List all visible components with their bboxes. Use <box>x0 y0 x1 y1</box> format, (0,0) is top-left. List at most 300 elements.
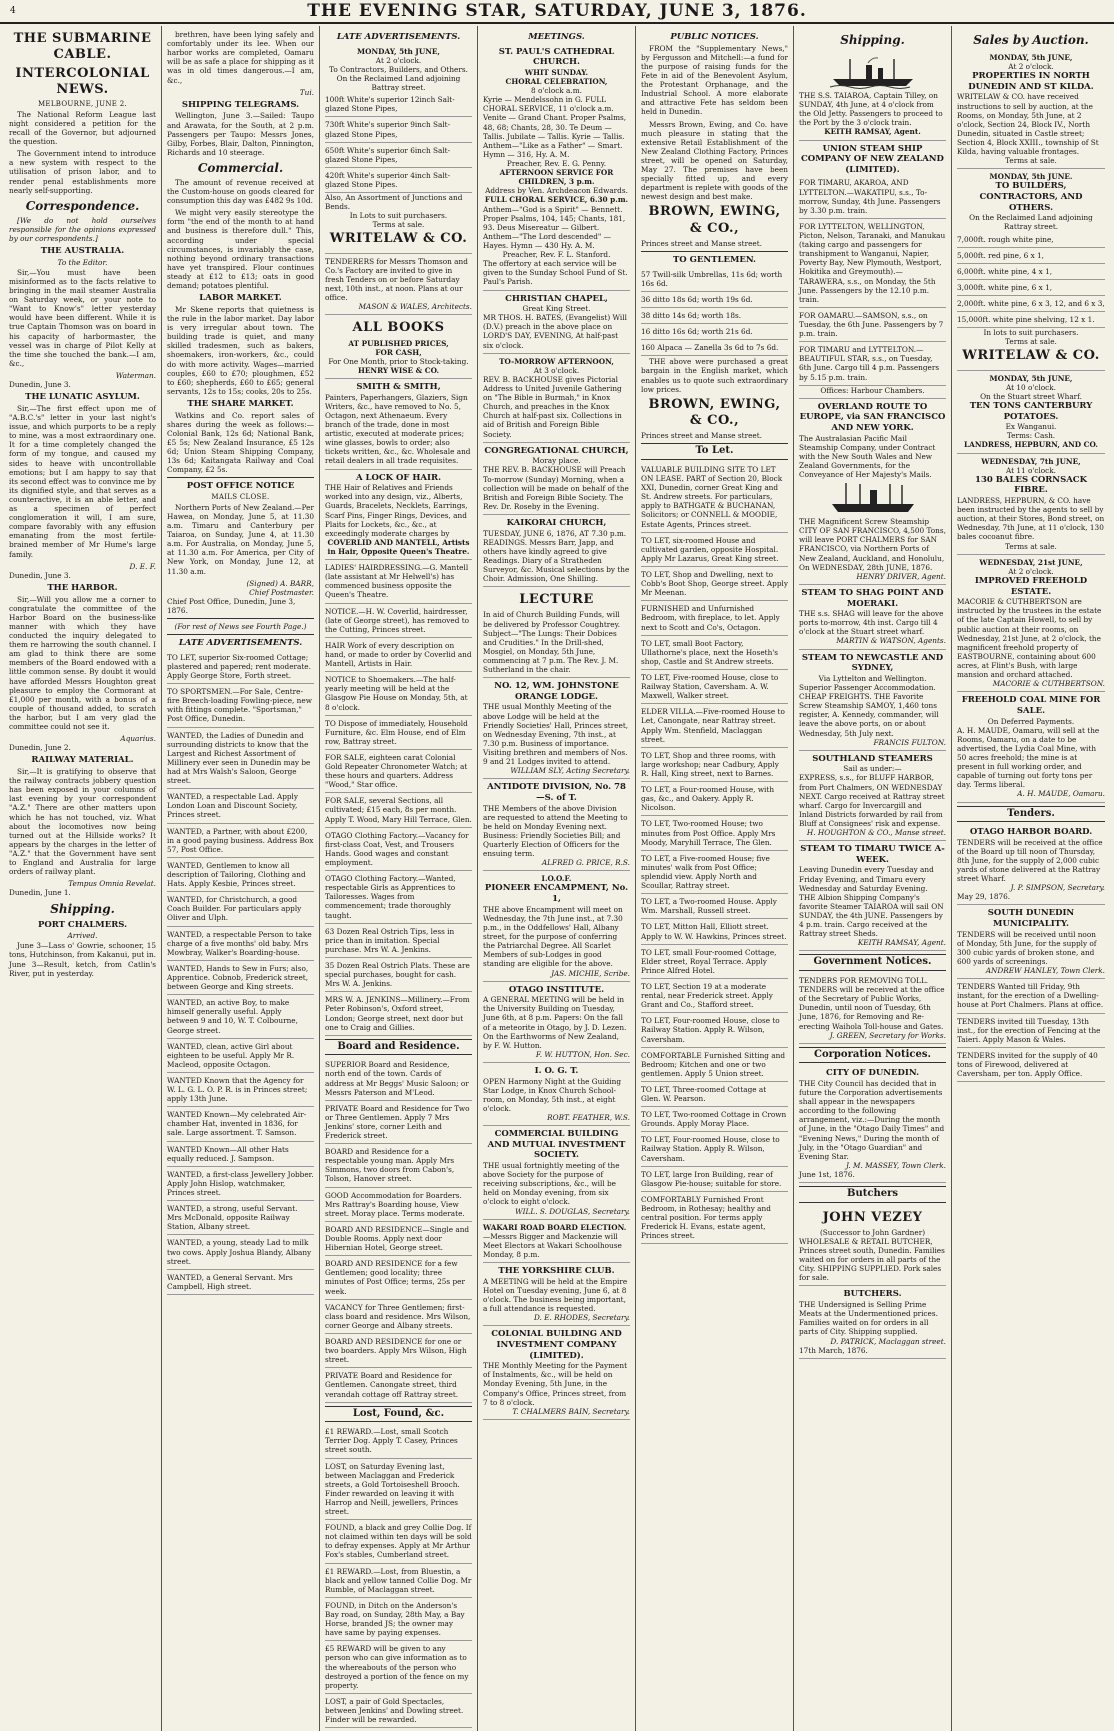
labor-market-heading: LABOR MARKET. <box>199 293 282 304</box>
vezey-heading: JOHN VEZEY <box>822 1209 923 1225</box>
books-heading: ALL BOOKS <box>352 320 445 336</box>
newcastle-ad <box>799 650 946 751</box>
union-office: Offices: Harbour Chambers. <box>820 385 925 395</box>
congregational-text: THE REV. B. BACKHOUSE will Preach To-morrow (Sunday) Morning, when a collection will be made on behalf of the British and Foreign Bible Society. The Rev. Dr. Roseby in the Evening. <box>483 465 629 511</box>
to-let-ad: TO LET, Two-roomed House; two minutes from Post Office. Apply Mrs Moody, Maryhill Terrace, The Glen. <box>641 816 788 850</box>
newcastle-heading: STEAM TO NEWCASTLE AND SYDNEY, <box>801 652 944 674</box>
shipping-arrived: Arrived. <box>67 931 98 941</box>
commercial-heading: Commercial. <box>197 160 284 175</box>
letter-signature: Tui. <box>299 87 314 97</box>
column-1 <box>4 26 162 1731</box>
taiaroa-text: THE S.S. TAIAROA, Captain Tilley, on SUNDAY, 4th June, at 4 o'clock from the Old Jetty. Passengers to proceed to the Port by the 3 o'clock train. <box>799 91 943 128</box>
city-notice <box>799 1065 946 1183</box>
board-residence-heading: Board and Residence. <box>325 1039 472 1056</box>
south-heading: SOUTH DUNEDIN MUNICIPALITY. <box>987 908 1075 930</box>
lost-found-ad: FOUND, in Ditch on the Anderson's Bay road, on Sunday, 28th May, a Bay Horse, branded JS; the owner may have same by paying expenses. <box>325 1598 472 1641</box>
church-sub: WHIT SUNDAY. <box>524 67 589 77</box>
commercial-society-ad <box>483 1126 630 1220</box>
government-signature: J. GREEN, Secretary for Works. <box>829 1030 946 1040</box>
pipe-item: 420ft White's superior 4inch Salt-glazed Stone Pipes. <box>325 168 472 193</box>
to-let-ad: TO LET, a Five-roomed House; five minutes' walk from Post Office; splendid view. Apply North and Scoullar, Rattray street. <box>641 851 788 894</box>
auction-location: On the Reclaimed Land adjoining Rattray street. <box>969 213 1093 232</box>
timber-item: 7,000ft. rough white pine, <box>957 232 1105 248</box>
auction-also: Also, An Assortment of Junctions and Bends. <box>325 193 463 212</box>
afternoon-text: Address by Ven. Archdeacon Edwards. <box>485 186 628 196</box>
shipping-heading: Shipping. <box>50 901 115 916</box>
auction-time: At 2 o'clock. <box>375 55 422 65</box>
shipping-port: PORT CHALMERS. <box>37 919 128 930</box>
hair-ad <box>325 470 472 561</box>
estate-auction-ad <box>957 555 1105 693</box>
christian-chapel-ad <box>483 291 630 354</box>
correspondence-heading: Correspondence. <box>25 198 140 213</box>
umbrella-item: 57 Twill-silk Umbrellas, 11s 6d; worth 16s 6d. <box>641 267 788 292</box>
vezey-ad <box>799 1205 946 1287</box>
to-gentlemen-heading: TO GENTLEMEN. <box>672 255 757 266</box>
auction-lots: In lots to suit purchasers. <box>983 328 1079 338</box>
timaru-heading: STEAM TO TIMARU TWICE A-WEEK. <box>800 844 945 865</box>
shag-text: THE s.s. SHAG will leave for the above ports to-morrow, 4th inst. Cargo till 4 o'clock at the Stuart street wharf. <box>799 609 944 637</box>
orange-lodge-ad <box>483 678 630 779</box>
taiaroa-ad <box>799 50 946 141</box>
congregational-heading: CONGREGATIONAL CHURCH, <box>484 445 629 456</box>
church-preacher: Preacher, Rev. E. G. Penny. <box>506 158 607 168</box>
auction-time: At 10 o'clock. <box>1005 382 1057 392</box>
classified-ad: TO Dispose of immediately, Household Furniture, &c. Elm House, end of Elm row, Battray street. <box>325 716 472 750</box>
letter-signature: D. E. F. <box>129 561 156 571</box>
classified-ad: TO LET, superior Six-roomed Cottage; plastered and papered; rent moderate. Apply George Store, Forth street. <box>167 650 314 684</box>
yorkshire-signature: D. E. RHODES, Secretary. <box>533 1313 630 1323</box>
shipping-text: June 3—Lass o' Gowrie, schooner, 15 tons, Hutchinson, from Kakanui, put in. June 3—Result, ketch, from Catlin's River, put in yesterday. <box>9 941 156 978</box>
wakari-text: —Messrs Bigger and Mackenzie will Meet Electors at Wakari Schoolhouse Monday, 8 p.m. <box>483 1231 622 1260</box>
auction-date: MONDAY, 5th JUNE, <box>357 46 440 56</box>
classified-ad: WANTED, a respectable Person to take charge of a five months' old baby. Mrs Mowbray, Walker's Boarding-house. <box>167 927 314 961</box>
timber-item: 15,000ft. white pine shelving, 12 x 1. <box>957 312 1105 328</box>
antidote-signature: ALFRED G. PRICE, R.S. <box>541 858 630 868</box>
brown-ewing-heading: BROWN, EWING, & CO., <box>648 204 781 236</box>
smith-heading: SMITH & SMITH, <box>356 382 441 393</box>
shag-signature: MARTIN & WATSON, Agents. <box>836 636 946 646</box>
timber-item: 6,000ft. white pine, 4 x 1, <box>957 264 1105 280</box>
board-ad: BOARD AND RESIDENCE for a few Gentlemen; good locality; three minutes of Post Office; terms, 25s per week. <box>325 1256 472 1299</box>
hair-text: THE Hair of Relatives and Friends worked into any design, viz., Alberts, Guards, Bracelets, Necklets, Earrings, Scarf Pins, Finger Rings, Devices, and Plaits for Lockets, &c., &c., at exceedingly moderate charges by <box>325 483 468 538</box>
government-notice <box>799 973 946 1044</box>
pioneer-text: THE above Encampment will meet on Wednesday, the 7th June inst., at 7.30 p.m., in the Oddfellows' Hall, Albany street, for the purpose of conferring the Patriarchal Degree. All Scarlet Members of sub-Lodges in good standing are eligible for the above. <box>483 904 623 969</box>
lecture-heading: LECTURE <box>519 592 594 608</box>
labor-market-text: Mr Skene reports that quietness is the rule in the labor market. Day labor is very irregular about town. The building trade is quiet, and many skilled tradesmen, such as bakers, shoemakers, iron-workers, &c., could do with more activity. Wages—married couples, £60 to £70; ploughmen, £52 to £60; shepherds, £60 to £65; general servants, 12s to 15s; cooks, 20s to 25s. <box>167 304 314 396</box>
misc-tenders-list <box>957 979 1105 1082</box>
hair-heading: A LOCK OF HAIR. <box>355 472 442 483</box>
union-sailings-list <box>799 175 946 385</box>
institute-heading: OTAGO INSTITUTE. <box>508 984 605 995</box>
tenders-heading: Tenders. <box>957 806 1105 823</box>
letter-date: Dunedin, June 1. <box>9 888 71 898</box>
post-office-text: Northern Ports of New Zealand.—Per Hawea, on Monday, June 5, at 11.30 a.m. Timaru and Canterbury per Taiaroa, on Sunday, June 4, at 11.30 a.m. For Australia, on Monday, June 5, at 11.30 a.m. For America, per City of New York, on Monday, June 12, at 11.30 a.m. <box>167 502 314 576</box>
umbrella-item: 16 ditto 16s 6d; worth 21s 6d. <box>641 324 788 340</box>
orange-text: THE usual Monthly Meeting of the above Lodge will be held at the Friendly Societies' Hall, Princes street, on Wednesday Evening, 7th inst., at 7.30 p.m. Business of importance. Visiting brethren and members of Nos. 9 and 21 Lodges invited to attend. <box>483 702 629 767</box>
harbor-signature: J. P. SIMPSON, Secretary. <box>1010 883 1105 893</box>
letter-continuation: brethren, have been lying safely and comfortably under its lee. When our harbor works are completed, Oamaru will be as safe a place for shipping as it was in old times dangerous.—I am, &c., <box>167 30 314 85</box>
auction-ship: Ex Wanganui. <box>1005 422 1057 432</box>
board-ad: BOARD AND RESIDENCE for one or two boarders. Apply Mrs Wilson, High street. <box>325 1334 472 1368</box>
lost-found-ad: £1 REWARD.—Lost, small Scotch Terrier Dog. Apply T. Casey, Princes street south. <box>325 1424 472 1458</box>
hair-signature: COVERLID AND MANTELL, Artists in Hair, Opposite Queen's Theatre. <box>327 537 470 556</box>
wakari-heading: WAKARI ROAD BOARD ELECTION. <box>483 1222 627 1232</box>
commercial-society-signature: WILL. S. DOUGLAS, Secretary. <box>515 1206 630 1216</box>
to-let-ad: VALUABLE BUILDING SITE TO LET ON LEASE. PART of Section 20, Block XXI, Dunedin, corner Great King and St. Andrew streets. For particulars, apply to BATHGATE & BUCHANAN, Solicitors; or CONNELL & MOODIE, Estate Agents, Princes street. <box>641 462 788 533</box>
southland-signature: H. HOUGHTON & CO., Manse street. <box>806 828 946 838</box>
wakari-ad <box>483 1220 630 1263</box>
city-heading: CITY OF DUNEDIN. <box>825 1068 920 1079</box>
to-let-ad: COMFORTABLY Furnished Front Bedroom, in Rothesay; healthy and central position. For terms apply Frederick H. Evans, estate agent, Princes street. <box>641 1192 788 1245</box>
classified-ad: WANTED, Gentlemen to know all description of Tailoring, Clothing and Hats. Apply Kesbie, Princes street. <box>167 858 314 892</box>
books-prices: AT PUBLISHED PRICES, <box>348 338 449 348</box>
timber-item: 5,000ft. red pine, 6 x 1, <box>957 248 1105 264</box>
butchers-date: 17th March, 1876. <box>799 1345 868 1355</box>
classified-ad: WANTED, a respectable Lad. Apply London Loan and Discount Society, Princes street. <box>167 789 314 823</box>
lecture-text: In aid of Church Building Funds, will be delivered by Professor Coughtrey. Subject—"The Lungs: Their Dobices and Crudities." In the Drill-shed, Mosgiel, on Monday, 5th June, commencing at 7 p.m. The Rev. J. M. Sutherland in the chair. <box>483 610 621 675</box>
backhouse-ad <box>483 354 630 443</box>
sailing-item: FOR TIMARU, AKAROA, AND LYTTELTON.—WAKATIPU, s.s., To-morrow, Sunday, 4th June. Passengers by 3.30 p.m. train. <box>799 175 946 218</box>
colonial-text: THE Monthly Meeting for the Payment of Instalments, &c., will be held on Monday Evening, 5th June, in the Company's Office, Princes street, from 7 to 8 o'clock. <box>483 1361 628 1407</box>
brown-ewing-heading: BROWN, EWING, & CO., <box>648 396 781 429</box>
umbrella-note: THE above were purchased a great bargain in the English market, which enables us to quote such extraordinary low prices. <box>641 357 788 394</box>
lost-found-ad: £5 REWARD will be given to any person who can give information as to the whereabouts of the person who destroyed a portion of the fence on my property. <box>325 1641 472 1694</box>
sailing-item: FOR LYTTELTON, WELLINGTON, Picton, Nelson, Taranaki, and Manukau (taking cargo and passengers for transhipment to Wanganui, Napier, Poverty Bay, New Plymouth, Westport, Hokitika and Greymouth).—TARAWERA, s.s., on Monday, the 5th June. Passengers by the 12.10 p.m. train. <box>799 219 946 308</box>
backhouse-text: REV. B. BACKHOUSE gives Pictorial Address to United Juvenile Gathering on "The Bible in Burmah," in Knox Church, and preaches in the Knox Church at half-past six. Collections in aid of British and Foreign Bible Society. <box>483 374 622 439</box>
to-let-ad: TO LET, small Four-roomed Cottage, Elder street, Royal Terrace. Apply Prince Alfred Hotel. <box>641 945 788 979</box>
board-ad: BOARD and Residence for a respectable young man. Apply Mrs Simmons, two doors from Cabon's, Tolson, Hanover street. <box>325 1144 472 1187</box>
public-notices-heading: PUBLIC NOTICES. <box>670 32 759 42</box>
telegrams-heading: SHIPPING TELEGRAMS. <box>181 99 300 110</box>
auction-audience: To Contractors, Builders, and Others. <box>329 64 468 74</box>
orange-signature: WILLIAM SLY, Acting Secretary. <box>510 766 630 776</box>
overland-heading: OVERLAND ROUTE TO EUROPE, via SAN FRANCISCO AND NEW YORK. <box>799 401 946 433</box>
page-number: 4 <box>10 6 16 16</box>
overland-text: The Australasian Pacific Mail Steamship Company, under Contract with the New South Wales and New Zealand Governments, for the Conveyance of Her Majesty's Mails. <box>799 433 936 480</box>
lost-found-ad: FOUND, a black and grey Collie Dog. If not claimed within ten days will be sold to defray expenses. Apply at Mr Arthur Fox's stables, Cumberland street. <box>325 1520 472 1563</box>
commercial-paragraph: The amount of revenue received at the Custom-house on goods cleared for consumption this day was £482 9s 10d. <box>167 177 314 206</box>
umbrella-price-list <box>641 267 788 357</box>
tender-ad: TENDERS Wanted till Friday, 9th instant, for the erection of a Dwelling-house at Port Chalmers. Plans at office. <box>957 979 1105 1013</box>
yorkshire-ad <box>483 1263 630 1326</box>
auction-title: FREEHOLD COAL MINE FOR SALE. <box>961 695 1101 716</box>
to-let-ad: TO LET, Shop and three rooms, with large workshop; near Cadbury, Apply R. Hall, King street, next to Barnes. <box>641 748 788 782</box>
institute-text: A GENERAL MEETING will be held in the University Building on Tuesday, June 6th, at 8 p.m. Papers: On the fall of a meteorite in Otago, by J. D. Lezen. On the Earthworms of New Zealand, by F. W. Hutton. <box>483 995 627 1050</box>
lecture-ad <box>483 587 630 678</box>
rest-of-news-note: (For rest of News see Fourth Page.) <box>174 622 307 632</box>
southland-text: EXPRESS, s.s., for BLUFF HARBOR, from Port Chalmers, ON WEDNESDAY NEXT. Cargo received at Rattray street wharf. Cargo for Invercargill and Inland Districts forwarded by rail from Bluff at Consignees' risk and expense. <box>799 773 945 828</box>
news-paragraph: The Government intend to introduce a new system with respect to the utilisation of prison labor, and to render penal establishments more nearly self-supporting. <box>9 149 156 195</box>
letter-to-editor: To the Editor. <box>57 257 108 267</box>
board-ad: GOOD Accommodation for Boarders. Mrs Rattray's Boarding house, View street. Moray place. Terms moderate. <box>325 1188 472 1222</box>
to-let-ad: TO LET, a Four-roomed House, with gas, &c., and Oakery. Apply R. Nicolson. <box>641 782 788 816</box>
southland-sub: Sail as under:— <box>843 764 902 774</box>
mails-close: MAILS CLOSE. <box>211 492 270 501</box>
letter-date: Dunedin, June 3. <box>9 570 71 580</box>
classified-ad: OTAGO Clothing Factory.—Wanted, respectable Girls as Apprentices to Tailoresses. Wages from commencement; trade thoroughly taught. <box>325 871 472 924</box>
classified-ad: TO SPORTSMEN.—For Sale, Centre-fire Breech-loading Fowling-piece, new with fittings complete. "Sportsman," Post Office, Dunedin. <box>167 684 314 727</box>
letter-title: THE AUSTRALIA. <box>40 246 125 257</box>
overland-signature: HENRY DRIVER, Agent. <box>856 571 946 581</box>
shipping-heading: Shipping. <box>840 33 905 47</box>
afternoon-heading: AFTERNOON SERVICE FOR CHILDREN, 3 p.m. <box>499 168 614 187</box>
auction-date: MONDAY, 5th JUNE. <box>989 172 1073 182</box>
yorkshire-heading: THE YORKSHIRE CLUB. <box>498 1266 615 1277</box>
auction-terms: Terms at sale. <box>1005 156 1057 166</box>
classified-ad: WANTED, the Ladies of Dunedin and surrounding districts to know that the Largest and Richest Assortment of Millinery ever seen in Dunedin may be had at Mrs Walsh's Saloon, George street. <box>167 728 314 790</box>
lost-found-ad: LOST, on Saturday Evening last, between Maclaggan and Frederick streets, a Gold Tortoiseshell Brooch. Finder rewarded on leaving it with Harrop and Neill, jewellers, Princes street. <box>325 1459 472 1521</box>
newcastle-text: Superior Passenger Accommodation. CHEAP FREIGHTS. THE Favorite Screw Steamship SAMOY, 1,460 tons register, A. Kennedy, commander, will leave the above ports, on or about Wednesday, 5th July next. <box>799 682 939 738</box>
iogt-signature: ROBT. FEATHER, W.S. <box>547 1113 630 1123</box>
lost-found-heading: Lost, Found, &c. <box>325 1406 472 1423</box>
auction-text: A. H. MAUDE, Oamaru, will sell at the Rooms, Oamaru, on a date to be advertised, the Lydia Coal Mine, with 50 acres freehold; the mine is at present in full working order, and capable of turning out forty tons per day. Terms liberal. <box>957 725 1100 790</box>
to-let-ad: TO LET, Section 19 at a moderate rental, near Frederick street. Apply Grant and Co., Stafford street. <box>641 979 788 1013</box>
overland-ship: THE Magnificent Screw Steamship CITY OF SAN FRANCISCO, 4,500 Tons, will leave PORT CHALMERS for SAN FRANCISCO, via Northern Ports of New Zealand, Auckland, and Honolulu, On WEDNESDAY, 28th JUNE, 1876. <box>799 517 946 572</box>
colonial-signature: T. CHALMERS BAIN, Secretary. <box>512 1406 630 1416</box>
church-choral: CHORAL CELEBRATION, <box>505 76 608 86</box>
submarine-cable-heading: THE SUBMARINE CABLE. <box>13 31 152 63</box>
antidote-text: THE Members of the above Division are requested to attend the Meeting to be held on Monday Evening next. Business: Friendly Societies Bill; and Quarterly Election of Officers for the ensuing term. <box>483 803 628 859</box>
union-heading: UNION STEAM SHIP COMPANY OF NEW ZEALAND (LIMITED). <box>801 143 944 175</box>
column-2 <box>162 26 320 1731</box>
classified-ad: WANTED, a young, steady Lad to milk two cows. Apply Joshua Blandy, Albany street. <box>167 1235 314 1269</box>
auction-terms: Terms at sale. <box>1005 541 1057 551</box>
harbor-date: May 29, 1876. <box>957 892 1011 902</box>
church-services: Kyrie — Mendelssohn in G. FULL CHORAL SERVICE, 11 o'clock a.m. Venite — Grand Chant. Proper Psalms, 48, 68; Chants, 28, 30. Te Deum — Tallis. Jubilate — Tallis. Kyrie — Tallis. Anthem—"Like as a Father" — Smart. Hymn — 316, Hy. A. M. <box>483 95 627 159</box>
southland-heading: SOUTHLAND STEAMERS <box>812 753 933 764</box>
auction-location: On the Reclaimed Land adjoining Battray street. <box>336 73 461 93</box>
overland-ad <box>799 399 946 585</box>
board-ad: BOARD AND RESIDENCE—Single and Double Rooms. Apply next door Hibernian Hotel, George street. <box>325 1222 472 1256</box>
evening-heading: FULL CHORAL SERVICE, 6.30 p.m. <box>484 195 629 205</box>
yorkshire-text: A MEETING will be held at the Empire Hotel on Tuesday evening, June 6, at 8 o'clock. The business being important, a full attendance is requested. <box>483 1276 628 1314</box>
sailing-item: FOR TIMARU and LYTTELTON.—BEAUTIFUL STAR, s.s., on Tuesday, 6th June. Cargo till 4 p.m. Passengers by 5.15 p.m. train. <box>799 342 946 385</box>
harbor-board-ad <box>957 824 1105 905</box>
agent-name: KEITH RAMSAY, Agent. <box>824 127 921 137</box>
board-ad: PRIVATE Board and Residence for Two or Three Gentlemen. Apply 7 Mrs Jenkins' store, corner Leith and Frederick street. <box>325 1101 472 1144</box>
commercial-society-text: THE usual fortnightly meeting of the above Society for the purpose of receiving subscriptions, &c., will be held on Monday evening, from six o'clock to eight o'clock. <box>483 1161 620 1207</box>
commercial-society-heading: COMMERCIAL BUILDING AND MUTUAL INVESTMENT SOCIETY. <box>487 1129 626 1161</box>
correspondence-note: [We do not hold ourselves responsible for the opinions expressed by our correspondents.] <box>9 215 156 243</box>
books-signature: HENRY WISE & CO. <box>357 365 440 375</box>
corporation-notices-heading: Corporation Notices. <box>799 1047 946 1064</box>
classified-ad: WANTED, an active Boy, to make himself generally useful. Apply between 9 and 10, W. T. Colbourne, George street. <box>167 995 314 1038</box>
commercial-paragraph: We might very easily stereotype the form "the end of the month to at hand and business is therefore dull." This, according under special circumstances, is invariably the case, nothing beyond ordinary transactions have yet transpired. Flour continues steady at £12 to £13; oats in good demand; potatoes plentiful. <box>167 208 314 291</box>
post-date: Chief Post Office, Dunedin, June 3, 1876. <box>167 596 296 615</box>
classified-ad: HAIR Work of every description on hand, or made to order by Coverlid and Mantell, Artists in Hair. <box>325 638 472 672</box>
pipe-item: 730ft White's superior 9inch Salt-glazed Stone Pipes, <box>325 117 472 142</box>
dateline: MELBOURNE, JUNE 2. <box>37 100 128 108</box>
to-let-ad: TO LET, Two-roomed Cottage in Crown Grounds. Apply Moray Place. <box>641 1107 788 1132</box>
umbrella-item: 160 Alpaca — Zanella 3s 6d to 7s 6d. <box>641 340 788 356</box>
public-notice-text: FROM the "Supplementary News," by Fergusson and Mitchell:—a fund for the purpose of raising funds for the Fete in aid of the Benevolent Asylum, the Protestant Orphanage, and the Industrial School. A more elaborate and attractive Fete has seldom been held in Dunedin. <box>641 43 788 117</box>
to-let-ad: TO LET, Shop and Dwelling, next to Cobb's Boot Shop, George street. Apply Mr Meenan. <box>641 567 788 601</box>
antidote-ad <box>483 779 630 871</box>
tender-text: TENDERERS for Messrs Thomson and Co.'s Factory are invited to give in fresh Tenders on or before Saturday next, 10th inst., at noon. Plans at our office. <box>325 256 468 303</box>
letter-signature: Waterman. <box>115 371 156 380</box>
auctioneer-name: WRITELAW & CO. <box>329 231 468 247</box>
south-text: TENDERS will be received until noon of Monday, 5th June, for the supply of 300 cubic yards of broken stone, and 600 yards of screenings. <box>957 929 1097 966</box>
classified-ad: NOTICE to Shoemakers.—The half-yearly meeting will be held at the Glasgow Pie House on Monday, 5th, at 8 o'clock. <box>325 672 472 715</box>
government-notices-heading: Government Notices. <box>799 954 946 971</box>
classified-ad: WANTED Known that the Agency for W. L. G. L. O. P. R. is in Princes street; apply 13th June. <box>167 1073 314 1107</box>
brown-ewing-address: Princes street and Manse street. <box>641 431 762 441</box>
st-pauls-ad <box>483 44 630 291</box>
letter-date: Dunedin, June 2. <box>9 743 71 753</box>
colonial-building-ad <box>483 1326 630 1420</box>
auction-date: WEDNESDAY, 7th JUNE, <box>981 456 1081 466</box>
to-let-ad: TO LET, Four-roomed House, close to Railway Station. Apply R. Wilson, Caversham. <box>641 1132 788 1166</box>
umbrella-item: 38 ditto 14s 6d; worth 18s. <box>641 308 788 324</box>
pioneer-ad <box>483 871 630 981</box>
telegrams-text: Wellington, June 3.—Sailed: Taupo and Arawata, for the South, at 2 p.m. Passengers per Taupo: Messrs Jones, Gilby, Forbes, Blair, Dalton, Pinnington, Richards and 10 steerage. <box>167 111 314 157</box>
column-6 <box>794 26 952 1731</box>
column-3 <box>320 26 478 1731</box>
news-paragraph: The National Reform League last night considered a petition for the recall of the Governor, but adjourned the question. <box>9 109 156 147</box>
books-cash: FOR CASH, <box>375 347 422 357</box>
to-let-ad: FURNISHED and Unfurnished Bedroom, with fireplace, to let. Apply next to Scott and Co's, Octagon. <box>641 601 788 635</box>
letter-body: Sir,—Will you allow me a corner to congratulate the committee of the Harbor Board on the business-like manner with which they have conducted the inquiry delegated to them re harrowing the south channel. I am glad to think there are some members of the Board endowed with a little common sense. By doubt it would have afforded Messrs Houghton great pleasure to employ the Cormorant at £1,000 per month, with a bonus of a couple of thousand added, to scratch the harbor, but I am very glad the committee could not see it. <box>9 594 156 732</box>
timber-item: 3,000ft. white pine, 6 x 1, <box>957 280 1105 296</box>
timaru-ad <box>799 841 946 951</box>
to-let-ads-list <box>641 462 788 1245</box>
auction-sub: On Deferred Payments. <box>987 716 1075 726</box>
pioneer-signature: JAS. MICHIE, Scribe. <box>551 968 630 978</box>
butchers-heading-2: BUTCHERS. <box>843 1289 902 1300</box>
classified-ad: LADIES' HAIRDRESSING.—G. Mantell (late assistant at Mr Helwell's) has commenced business opposite the Queen's Theatre. <box>325 560 472 603</box>
late-ads-list <box>167 650 314 1295</box>
south-signature: ANDREW HANLEY, Town Clerk. <box>985 966 1105 976</box>
shag-ad <box>799 585 946 650</box>
to-let-ad: TO LET, a Two-roomed House. Apply Wm. Marshall, Russell street. <box>641 894 788 919</box>
chapel-sub: Great King Street. <box>522 304 591 314</box>
letter-title: RAILWAY MATERIAL. <box>31 755 134 766</box>
sailing-item: FOR OAMARU.—SAMSON, s.s., on Tuesday, the 6th June. Passengers by 7 p.m. train. <box>799 308 946 342</box>
auction-text: LANDRESS, HEPBURN, & CO. have been instructed by the agents to sell by auction, at their Stores, Bond street, on Wednesday, 7th June, at 11 o'clock, 130 bales cocoanut fibre. <box>957 496 1105 542</box>
auction-time: At 2 o'clock. <box>1008 566 1054 576</box>
chapel-heading: CHRISTIAN CHAPEL, <box>505 293 608 304</box>
classified-ad: WANTED, Hands to Sew in Furs; also, Apprentice. Cobnob, Frederick street, between George and King streets. <box>167 961 314 995</box>
newcastle-signature: FRANCIS FULTON. <box>873 737 946 747</box>
letter-signature: Aquarius. <box>120 734 156 744</box>
letter-title: THE LUNATIC ASYLUM. <box>25 392 140 403</box>
classified-ad: WANTED, for Christchurch, a good Coach Builder. For particulars apply Oliver and Ulph. <box>167 892 314 926</box>
kaikorai-text: TUESDAY, JUNE 6, 1876, AT 7.30 p.m. READINGS. Messrs Barr, Japp, and others have kindly agreed to give Readings. Diary of a Stratheden Surveyor, &c. Musical selections by the Choir. Admission, One Shilling. <box>483 528 630 584</box>
iogt-text: OPEN Harmony Night at the Guiding Star Lodge, in Knox Church School-room, on Monday, 5th inst., at eight o'clock. <box>483 1076 622 1113</box>
institute-ad <box>483 982 630 1063</box>
column-5 <box>636 26 794 1731</box>
to-let-ad: TO LET, Mitton Hall, Elliott street. Apply to W. W. Hawkins, Princes street. <box>641 919 788 944</box>
classified-ad: WANTED, a strong, useful Servant. Mrs McDonald, opposite Railway Station, Albany street. <box>167 1201 314 1235</box>
classified-ad: FOR SALE, eighteen carat Colonial Gold Repeater Chronometer Watch; at these hours and quarters. Address "Wood," Star office. <box>325 750 472 793</box>
meetings-heading: MEETINGS. <box>528 32 585 42</box>
auction-text: WRITELAW & CO. have received instructions to sell by auction, at the Rooms, on Monday, 5th June, at 2 o'clock, Section 24, Block IV., North Dunedin, situated in Castle street; Section 4, Block XXIII., township of St Kilda, having valuable frontages. <box>957 92 1099 157</box>
to-let-ad: COMFORTABLE Furnished Sitting and Bedroom; Kitchen and one or two gentlemen. Apply 5 Union street. <box>641 1048 788 1082</box>
auction-lots: In Lots to suit purchasers. <box>349 211 448 221</box>
classified-ad: NOTICE.—H. W. Coverlid, hairdresser, (late of George street), has removed to the Cutting, Princes street. <box>325 604 472 638</box>
timber-item: 2,000ft. white pine, 6 x 3, 12, and 6 x 3, <box>957 296 1105 312</box>
to-let-ad: TO LET, large Iron Building, rear of Glasgow Pie-house; suitable for store. <box>641 1167 788 1192</box>
intercolonial-news-heading: INTERCOLONIAL NEWS. <box>15 65 150 97</box>
auctioneer-name: LANDRESS, HEPBURN, AND CO. <box>964 440 1098 450</box>
city-signature: J. M. MASSEY, Town Clerk. <box>846 1160 946 1170</box>
vezey-text: WHOLESALE & RETAIL BUTCHER, Princes street south, Dunedin. Families waited on for orders in all parts of the City. SHIPPING SUPPLIED. Pork sales for sale. <box>799 1236 945 1283</box>
tomorrow-time: At 3 o'clock. <box>533 365 580 375</box>
small-ads-list <box>325 560 472 1036</box>
auction-title: IMPROVED FREEHOLD ESTATE. <box>974 575 1088 597</box>
orange-heading: NO. 12, WM. JOHNSTONE ORANGE LODGE. <box>494 681 619 702</box>
books-text: For One Month, prior to Stock-taking. <box>328 356 469 366</box>
tender-ad: TENDERS invited till Tuesday, 13th inst., for the erection of Fencing at the Taieri. Apply Mason & Wales. <box>957 1014 1105 1048</box>
to-let-ad: TO LET, six-roomed House and cultivated garden, opposite Hospital. Apply Mr Lazarus, Great King street. <box>641 533 788 567</box>
lost-ads-list <box>325 1424 472 1728</box>
timber-list <box>957 232 1105 329</box>
classified-ad: WANTED, a Partner, with about £200, in a good paying business. Address Box 57, Post Office. <box>167 824 314 858</box>
auction-date: MONDAY, 5th JUNE, <box>989 53 1073 62</box>
lost-found-ad: £1 REWARD.—Lost, from Bluestin, a black and yellow tanned Collie Dog. Mr Rumble, of Maclaggan street. <box>325 1564 472 1598</box>
institute-signature: F. W. HUTTON, Hon. Sec. <box>535 1049 630 1059</box>
fibre-auction-ad <box>957 454 1105 555</box>
umbrella-item: 36 ditto 18s 6d; worth 19s 6d. <box>641 292 788 308</box>
iogt-heading: I. O. G. T. <box>534 1066 579 1076</box>
column-4 <box>478 26 636 1731</box>
church-heading: ST. PAUL'S CATHEDRAL CHURCH. <box>498 46 615 68</box>
letter-body: Sir,—You must have been misinformed as to the facts relative to bringing in the mail steamer Australia on Saturday week, or your note to "Want to Know's" letter yesterday would have been different. While it is true Captain Thomson was on board in his capacity of harbormaster, the vessel was in charge of Pilot Kelly at the time she touched the bank.—I am, &c., <box>9 267 156 368</box>
timaru-text: Leaving Dunedin every Tuesday and Friday Evening, and Timaru every Wednesday and Saturday Evening. THE Albion Shipping Company's favorite Steamer TAIAROA will sail ON SUNDAY, the 4th JUNE. Passengers by 4 p.m. train. Cargo received at the Rattray street Sheds. <box>799 865 944 939</box>
antidote-heading: ANTIDOTE DIVISION, No. 78—S. of T. <box>487 782 626 803</box>
clothing-factory-text: Messrs Brown, Ewing, and Co. have much pleasure in stating that the extensive Retail Establishment of the New Zealand Clothing Factory, Princes street, will be opened on Saturday, May 27. The premises have been specially fitted up, and every department is replete with goods of the newest design and best make. <box>641 119 788 202</box>
butchers-ad <box>799 1286 946 1358</box>
letter-title: THE HARBOR. <box>47 582 118 593</box>
auction-time: At 11 o'clock. <box>1005 465 1057 475</box>
classified-ad: 63 Dozen Real Ostrich Tips, less in price than in imitation. Special purchase. Mrs W. A. Jenkins. <box>325 924 472 958</box>
auction-time: At 2 o'clock. <box>1008 62 1054 72</box>
congregational-sub: Moray place. <box>532 456 581 466</box>
board-ad: PRIVATE Board and Residence for Gentlemen. Canongate street, third verandah cottage off Rattray street. <box>325 1368 472 1402</box>
classified-ad: WANTED, a first-class Jewellery Jobber. Apply John Hislop, watchmaker, Princes street. <box>167 1167 314 1201</box>
share-market-text: Watkins and Co. report sales of shares during the week as follows:—Colonial Bank, 12s 6d; National Bank, £5 5s; New Zealand Insurance, £5 12s 6d; Union Steam Shipping Company, 13s 6d; Kaitangata Railway and Coal Company, £2 5s. <box>167 410 314 475</box>
steamship-icon <box>828 55 918 89</box>
kaikorai-ad <box>483 515 630 587</box>
pipe-auction <box>325 44 472 254</box>
pipe-item: 650ft White's superior 6inch Salt-glazed Stone Pipes, <box>325 143 472 168</box>
auctioneer-name: MACORIE & CUTHBERTSON. <box>992 679 1105 689</box>
post-office-heading: POST OFFICE NOTICE <box>186 481 295 492</box>
classified-ad: WANTED Known—All other Hats equally reduced. J. Sampson. <box>167 1142 314 1167</box>
union-steam-ad <box>799 141 946 399</box>
auction-title: PROPERTIES IN NORTH DUNEDIN AND ST KILDA. <box>968 71 1094 92</box>
southland-ad <box>799 751 946 842</box>
to-let-ad: TO LET, Four-roomed House, close to Railway Station. Apply R. Wilson, Caversham. <box>641 1013 788 1047</box>
to-let-ad: TO LET, Five-roomed House, close to Railway Station, Caversham. A. W. Maxwell, Walker street. <box>641 670 788 704</box>
chapel-text: MR THOS. H. BATES, (Evangelist) Will (D.V.) preach in the above place on LORD'S DAY, EVENING, At half-past six o'clock. <box>483 313 627 350</box>
to-let-ad: ELDER VILLA.—Five-roomed House to Let, Canongate, near Rattray street. Apply Wm. Stenfield, Maclaggan street. <box>641 704 788 747</box>
timber-auction-ad <box>957 169 1105 370</box>
letter-body: Sir,—It is gratifying to observe that the railway contracts jobbery question has been exposed in your columns of last evening by your correspondent "A.Z." There are other matters upon which he has not touched, viz. What about the locomotives now being turned out at the Hillside works? It appears by the charges in the letter of "A.Z." that the Government have sent to England and Australia for large orders of railway plant. <box>9 767 156 877</box>
late-ads-heading: LATE ADVERTISEMENTS. <box>336 32 461 42</box>
letter-date: Dunedin, June 3. <box>9 380 71 390</box>
tender-ad: TENDERS invited for the supply of 40 tons of Firewood, delivered at Caversham, per ton. Apply Office. <box>957 1048 1105 1082</box>
masthead <box>0 0 1114 24</box>
auction-date: MONDAY, 5th JUNE, <box>989 373 1073 383</box>
auction-date: WEDNESDAY, 21st JUNE, <box>979 557 1083 567</box>
auction-terms: Terms: Cash. <box>1006 431 1056 441</box>
to-let-ad: TO LET, Three-roomed Cottage at Glen. W. Pearson. <box>641 1082 788 1107</box>
classified-ad: MRS W. A. JENKINS—Millinery.—From Peter Robinson's, Oxford street, London; George street, next door but one to Craig and Gillies. <box>325 992 472 1035</box>
tomorrow-heading: TO-MORROW AFTERNOON, <box>499 356 614 366</box>
auction-ad <box>957 50 1105 169</box>
